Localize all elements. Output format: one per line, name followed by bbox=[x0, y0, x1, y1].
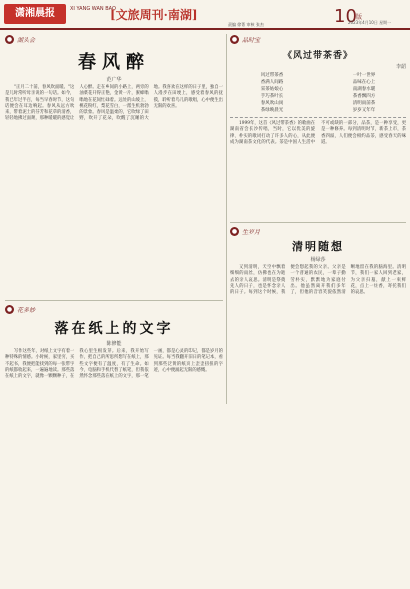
poem-line: 风过带茶香 bbox=[260, 73, 284, 78]
section-label-text: 品时宝 bbox=[242, 36, 261, 44]
column-title: [文旅周刊·南湖] bbox=[110, 8, 198, 22]
page-number-suffix: 版 bbox=[356, 14, 363, 21]
poem-line: 春风吹山岗 bbox=[260, 101, 284, 106]
article-luozai-zhishang-de-wenzi bbox=[5, 304, 223, 584]
section-marker-icon: ● bbox=[231, 227, 238, 235]
poem-title: 《风过带茶香》 bbox=[282, 51, 353, 61]
section-label-text: 生岁月 bbox=[242, 228, 261, 236]
article-qingming-suixiang bbox=[230, 226, 406, 584]
poem-line: 清明雨前茶 bbox=[352, 101, 376, 106]
column-divider bbox=[226, 34, 227, 404]
poem-line: 品味在心上 bbox=[352, 80, 376, 85]
section-label-text: 湖头会 bbox=[17, 36, 36, 44]
article-byline: 陈修能 bbox=[106, 341, 122, 347]
page-number: 10 bbox=[334, 6, 357, 27]
newspaper-logo-english: XI YANG WAN BAO bbox=[70, 6, 116, 12]
section-label bbox=[5, 304, 223, 314]
editor-credits: 责编 徐菁 审核 张杰 bbox=[228, 22, 264, 27]
poem-line: 茶绿映晨光 bbox=[260, 108, 284, 113]
section-divider bbox=[230, 222, 406, 223]
section-label-text: 花多妙 bbox=[17, 306, 36, 314]
section-marker-icon: ● bbox=[231, 35, 238, 43]
article-fengguo-daichaxiang bbox=[230, 34, 406, 219]
article-body: "正月二十前，春风吹面暖。"这是儿时常听母亲说的一句话。如今，我已年过半百，每当早春时节，这句话便会在耳边响起。春风从远方吹来，带着泥土的芬芳和花草的清香，轻轻地拂过面颊，那种暖暖的感觉让人心醉。走在乡间的小路上，两旁的油菜花开得正艳，金黄一片，蜜蜂嗡嗡地在花间忙碌着。远处的山坡上，桃花粉红，梨花雪白，一派生机勃勃的景象。春风是温柔的，它吹绿了田野，吹开了花朵，吹醒了沉睡的大地。我喜欢在这样的日子里，独自一人漫步在田埂上，感受着春风的抚摸，聆听着鸟儿的歌唱，心中便生出无限的欢喜。 bbox=[5, 85, 223, 122]
article-headline: 春风醉 bbox=[78, 52, 150, 73]
poem-verses bbox=[230, 72, 406, 118]
poem-line: 一叶一世界 bbox=[352, 73, 376, 78]
article-byline: 李韶 bbox=[395, 64, 406, 70]
article-headline: 清明随想 bbox=[292, 240, 344, 253]
article-byline: 杨绿莎 bbox=[310, 257, 326, 263]
article-body: 写作这些年，对纸上文字有着一种特殊的情感。小时候，家里穷，买不起书，我便把能找到的每一张带字的纸都收起来，一遍遍地读。那些落在纸上的文字，就像一颗颗种子，在我心里生根发芽。后来，我开始写作，把自己的所思所想写在纸上，那些文字便有了温度，有了生命。如今，电脑和手机代替了纸笔，但我依然怀念那些落在纸上的文字，那一笔一画，都是心灵的印记，都是岁月的见证。每当我翻开旧日的笔记本，看到那些泛黄的纸页上歪歪扭扭的字迹，心中便涌起无限的感慨。 bbox=[5, 349, 223, 380]
section-label bbox=[230, 226, 406, 236]
article-chunfengzui bbox=[5, 34, 223, 294]
section-marker-icon: ● bbox=[6, 305, 13, 313]
poem-line: 南湖春水暖 bbox=[352, 87, 376, 92]
section-marker-icon: ● bbox=[6, 35, 13, 43]
newspaper-masthead bbox=[0, 0, 410, 30]
article-headline: 落在纸上的文字 bbox=[54, 321, 174, 337]
section-label bbox=[230, 34, 406, 44]
article-body: 又到清明，天空中飘着细细的雨丝，仿佛也在为逝去的亲人哀思。清明是祭奠先人的日子，也是怀念亲人的日子。每到这个时候，我便会想起我的父亲。父亲是一个普通的农民，一辈子勤劳朴实，默默地为家庭付出。他虽然离开我们多年了，但他的音容笑貌依然清晰地留在我的脑海里。清明节，我们一家人回到老家，为父亲扫墓，献上一束鲜花，点上一炷香，寄托我们的哀思。 bbox=[230, 265, 406, 296]
issue-date: 2023年4月10日 星期一 bbox=[348, 20, 392, 25]
poem-line: 茶香飘四方 bbox=[352, 94, 376, 99]
poem-line: 手巧茶叶长 bbox=[260, 94, 284, 99]
article-body: 1999年，这首《风过带茶香》的歌曲在湖南省会长沙传唱，当时，它以优美的旋律、朴实的歌词打动了许多人的心，从此便成为湖南茶文化的代表。茶是中国人生活中不可或缺的一部分，品茶，是一种享受，更是一种修养。每到清明时节，新茶上市，茶香四溢，人们便会相约品茶，感受春天的味道。 bbox=[230, 121, 406, 145]
section-divider bbox=[5, 300, 223, 301]
article-byline: 范广华 bbox=[106, 77, 122, 83]
poem-line: 岁岁又年年 bbox=[352, 108, 376, 113]
poem-line: 香满人间路 bbox=[260, 80, 284, 85]
poem-line: 采茶姑娘心 bbox=[260, 87, 284, 92]
newspaper-logo: 潇湘晨报 bbox=[4, 4, 66, 24]
section-label bbox=[5, 34, 223, 44]
